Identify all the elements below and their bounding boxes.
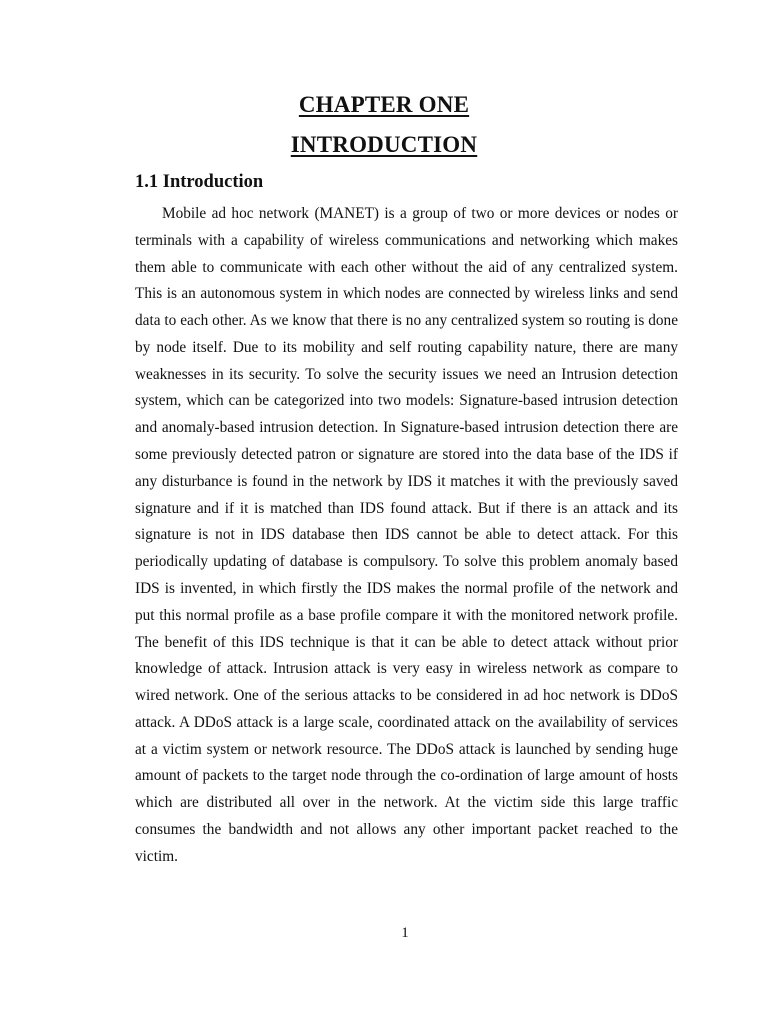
section-heading: 1.1 Introduction bbox=[135, 172, 264, 192]
chapter-number bbox=[0, 92, 768, 118]
chapter-title-text: INTRODUCTION bbox=[290, 132, 478, 157]
chapter-title bbox=[0, 132, 768, 158]
chapter-number-text: CHAPTER ONE bbox=[298, 92, 470, 117]
body-paragraph: Mobile ad hoc network (MANET) is a group of two or more devices or nodes or terminals with a capability of wireless communications and networking which makes them able to communicate with each other without the aid of any centralized system. This is an autonomous system in which nodes are connected by wireless links and send data to each other. As we know that there is no any centralized system so routing is done by node itself. Due to its mobility and self routing capability nature, there are many weaknesses in its security. To solve the security issues we need an Intrusion detection system, which can be categorized into two models: Signature-based intrusion detection and anomaly-based intrusion detection. In Signature-based intrusion detection there are some previously detected patron or signature are stored into the data base of the IDS if any disturbance is found in the network by IDS it matches it with the previously saved signature and if it is matched than IDS found attack. But if there is an attack and its signature is not in IDS database then IDS cannot be able to detect attack. For this periodically updating of database is compulsory. To solve this problem anomaly based IDS is invented, in which firstly the IDS makes the normal profile of the network and put this normal profile as a base profile compare it with the monitored network profile. The benefit of this IDS technique is that it can be able to detect attack without prior knowledge of attack. Intrusion attack is very easy in wireless network as compare to wired network. One of the serious attacks to be considered in ad hoc network is DDoS attack. A DDoS attack is a large scale, coordinated attack on the availability of services at a victim system or network resource. The DDoS attack is launched by sending huge amount of packets to the target node through the co-ordination of large amount of hosts which are distributed all over in the network. At the victim side this large traffic consumes the bandwidth and not allows any other important packet reached to the victim. bbox=[135, 205, 678, 865]
page-number: 1 bbox=[401, 925, 409, 941]
